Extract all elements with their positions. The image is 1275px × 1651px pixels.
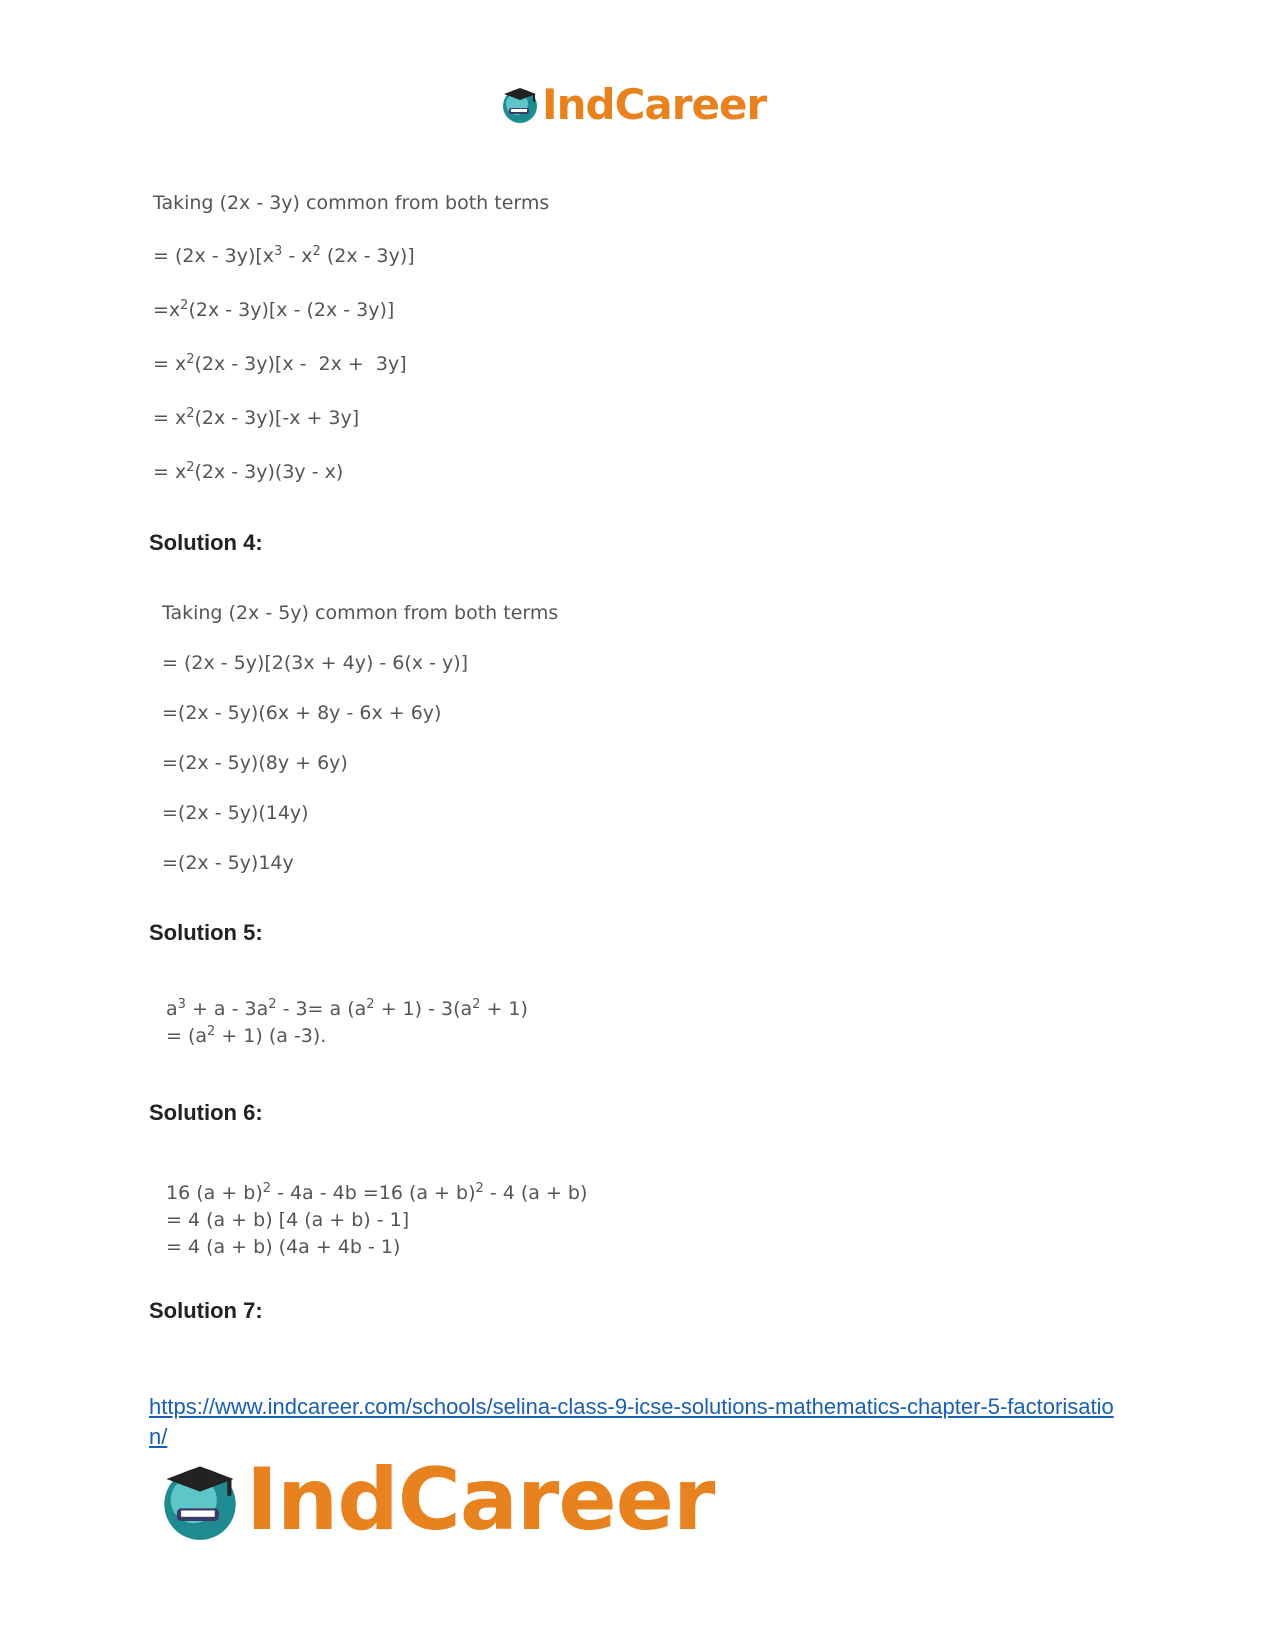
math-line: =(2x - 5y)(6x + 8y - 6x + 6y) [162,702,442,724]
solution-heading: Solution 4: [149,530,263,555]
math-block: $a^3 + a - 3a^2 - 3= a$ $(a^2 + 1) - 3(a^2 + 1)$ = $(a^2 + 1)$ (a -3). [166,997,528,1047]
math-line: = $x^2(2x - 3y)[x - 2x + 3y]$ [153,352,407,375]
solution-heading: Solution 6: [149,1100,263,1125]
math-line: $=x^2(2x - 3y)[x - (2x - 3y)]$ [153,298,395,321]
math-line: = $x^2(2x - 3y)[-x + 3y]$ [153,406,360,429]
header-logo [500,78,766,130]
math-line: 16 $(a + b)^2 - 4a - 4b =16$ $(a + b)^2 - 4$ (a + b) [166,1181,588,1204]
math-line: = 4 (a + b) (4a + 4b - 1) [166,1236,401,1258]
source-link[interactable]: https://www.indcareer.com/schools/selina-class-9-icse-solutions-mathematics-chapter-5-factorisation/ [149,1394,1114,1449]
math-line: = $(2x - 3y)[x^3 - x^2$ (2x - 3y)] [153,244,415,267]
brand-name: IndCareer [246,1450,715,1550]
math-line: Taking (2x - 5y) common from both terms [162,602,559,624]
math-line: =(2x - 5y)(8y + 6y) [162,752,348,774]
solution-heading: Solution 7: [149,1298,263,1323]
graduation-cap-globe-icon [158,1458,242,1542]
math-line: = 4 (a + b) [4 (a + b) - 1] [166,1209,410,1231]
brand-name: IndCareer [542,79,767,129]
math-line: = $x^2(2x - 3y)(3y - x)$ [153,460,344,483]
graduation-cap-globe-icon [500,84,540,124]
solution-heading: Solution 5: [149,920,263,945]
math-line: =(2x - 5y)14y [162,852,294,874]
footer-logo [158,1450,715,1550]
math-line: = (2x - 5y)[2(3x + 4y) - 6(x - y)] [162,652,469,674]
math-line: =(2x - 5y)(14y) [162,802,309,824]
math-line: Taking (2x - 3y) common from both terms [153,192,550,214]
